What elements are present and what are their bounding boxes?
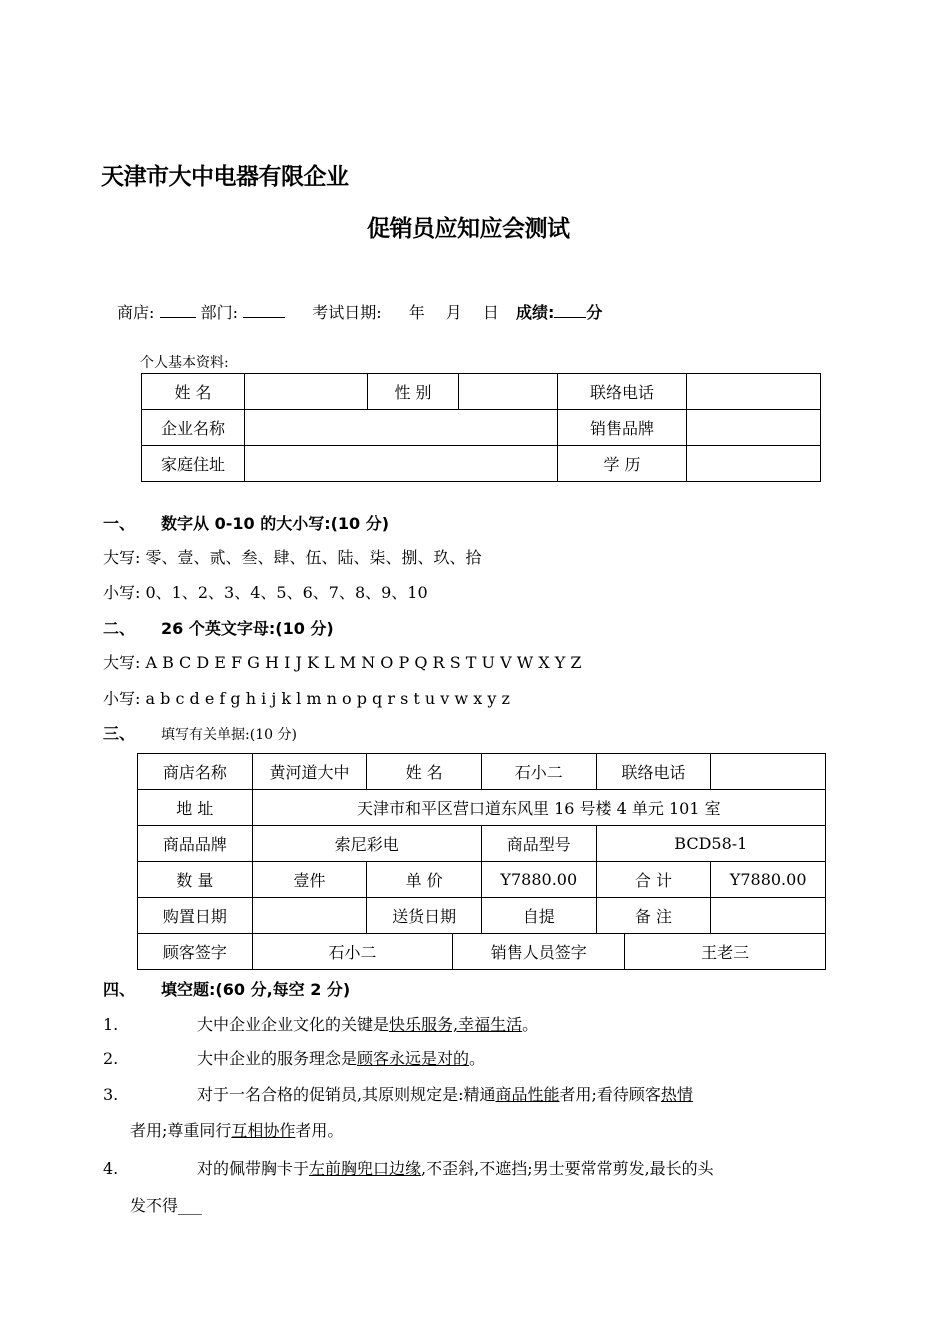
receipt-address-value: 天津市和平区营口道东风里 16 号楼 4 单元 101 室 bbox=[252, 790, 825, 826]
q4-number: 4. bbox=[103, 1159, 119, 1178]
receipt-brand-label: 商品品牌 bbox=[138, 826, 253, 862]
q2-number: 2. bbox=[103, 1049, 119, 1068]
question-3-line-2 bbox=[130, 1118, 343, 1141]
question-1 bbox=[103, 1012, 538, 1035]
input-address[interactable] bbox=[245, 446, 558, 482]
meta-line bbox=[117, 300, 602, 323]
dept-label: 部门: bbox=[200, 303, 238, 322]
section3-title: 填写有关单据:(10 分) bbox=[161, 727, 297, 743]
input-education[interactable] bbox=[687, 446, 821, 482]
section3-number: 三、 bbox=[103, 724, 136, 743]
q1-answer[interactable]: 快乐服务,幸福生活 bbox=[389, 1015, 523, 1034]
section2-number: 二、 bbox=[103, 619, 136, 638]
input-name[interactable] bbox=[245, 374, 368, 410]
q1-pre: 大中企业企业文化的关键是 bbox=[197, 1015, 390, 1034]
receipt-qty-value: 壹件 bbox=[252, 862, 367, 898]
section1-upper-label: 大写: bbox=[103, 548, 141, 567]
section2-heading bbox=[103, 616, 334, 639]
question-4 bbox=[103, 1156, 714, 1179]
receipt-model-label: 商品型号 bbox=[481, 826, 596, 862]
receipt-total-label: 合 计 bbox=[596, 862, 711, 898]
receipt-delivery-date-label: 送货日期 bbox=[367, 898, 482, 934]
receipt-purchase-date-value[interactable] bbox=[252, 898, 367, 934]
section1-heading bbox=[103, 511, 389, 534]
label-address: 家庭住址 bbox=[142, 446, 245, 482]
receipt-purchase-date-label: 购置日期 bbox=[138, 898, 253, 934]
company-title: 天津市大中电器有限企业 bbox=[101, 164, 349, 190]
receipt-name-label: 姓 名 bbox=[367, 754, 482, 790]
test-title: 促销员应知应会测试 bbox=[367, 216, 570, 242]
section2-upper bbox=[103, 650, 581, 673]
label-gender: 性 别 bbox=[368, 374, 459, 410]
receipt-sales-sign-value: 王老三 bbox=[625, 934, 826, 970]
personal-caption: 个人基本资料: bbox=[140, 355, 229, 371]
section2-lower-text: a b c d e f g h i j k l m n o p q r s t u v w x y z bbox=[145, 689, 510, 708]
section4-title: 填空题:(60 分,每空 2 分) bbox=[161, 980, 351, 999]
receipt-price-value: Y7880.00 bbox=[481, 862, 596, 898]
receipt-delivery-value: 自提 bbox=[481, 898, 596, 934]
section4-number: 四、 bbox=[103, 980, 136, 999]
receipt-table bbox=[137, 753, 826, 970]
q3-number: 3. bbox=[103, 1085, 119, 1104]
date-label: 考试日期: bbox=[312, 303, 382, 322]
section1-number: 一、 bbox=[103, 514, 136, 533]
section3-heading bbox=[103, 721, 297, 744]
section2-title: 26 个英文字母:(10 分) bbox=[161, 619, 334, 638]
receipt-address-label: 地 址 bbox=[138, 790, 253, 826]
q3-answer-1[interactable]: 商品性能 bbox=[495, 1085, 560, 1104]
receipt-remark-value[interactable] bbox=[711, 898, 826, 934]
question-2 bbox=[103, 1046, 485, 1069]
label-phone: 联络电话 bbox=[558, 374, 687, 410]
section2-upper-text: A B C D E F G H I J K L M N O P Q R S T U V W X Y Z bbox=[145, 653, 582, 672]
q3-pre: 对于一名合格的促销员,其原则规定是:精通 bbox=[197, 1085, 496, 1104]
question-3 bbox=[103, 1082, 693, 1105]
section1-upper bbox=[103, 545, 482, 568]
q2-pre: 大中企业的服务理念是 bbox=[197, 1049, 358, 1068]
q4-pre: 对的佩带胸卡于 bbox=[197, 1159, 310, 1178]
label-education: 学 历 bbox=[558, 446, 687, 482]
input-brand[interactable] bbox=[687, 410, 821, 446]
q1-post: 。 bbox=[522, 1015, 539, 1034]
score-blank[interactable] bbox=[554, 303, 586, 318]
q3-answer-2[interactable]: 热情 bbox=[660, 1085, 693, 1104]
q2-post: 。 bbox=[469, 1049, 486, 1068]
receipt-model-value: BCD58-1 bbox=[596, 826, 825, 862]
dept-blank[interactable] bbox=[243, 303, 285, 318]
input-company[interactable] bbox=[245, 410, 558, 446]
receipt-phone-label: 联络电话 bbox=[596, 754, 711, 790]
q3-line2-post: 者用。 bbox=[295, 1121, 344, 1140]
receipt-name-value: 石小二 bbox=[481, 754, 596, 790]
q3-mid: 者用;看待顾客 bbox=[559, 1085, 661, 1104]
label-company: 企业名称 bbox=[142, 410, 245, 446]
question-4-line-2: 发不得___ bbox=[130, 1196, 203, 1215]
receipt-customer-sign-label: 顾客签字 bbox=[138, 934, 253, 970]
receipt-qty-label: 数 量 bbox=[138, 862, 253, 898]
store-blank[interactable] bbox=[160, 303, 196, 318]
section1-lower-text: 0、1、2、3、4、5、6、7、8、9、10 bbox=[145, 583, 428, 602]
input-phone[interactable] bbox=[687, 374, 821, 410]
receipt-price-label: 单 价 bbox=[367, 862, 482, 898]
receipt-brand-value: 索尼彩电 bbox=[252, 826, 481, 862]
label-brand: 销售品牌 bbox=[558, 410, 687, 446]
q3-line2-pre: 者用;尊重同行 bbox=[130, 1121, 232, 1140]
receipt-phone-value[interactable] bbox=[711, 754, 826, 790]
section1-lower bbox=[103, 580, 428, 603]
q2-answer[interactable]: 顾客永远是对的 bbox=[357, 1049, 470, 1068]
year-label: 年 bbox=[408, 303, 425, 322]
store-label: 商店: bbox=[117, 303, 155, 322]
receipt-sales-sign-label: 销售人员签字 bbox=[453, 934, 625, 970]
section4-heading bbox=[103, 977, 350, 1000]
score-unit: 分 bbox=[586, 303, 603, 322]
label-name: 姓 名 bbox=[142, 374, 245, 410]
receipt-total-value: Y7880.00 bbox=[711, 862, 826, 898]
day-label: 日 bbox=[482, 303, 499, 322]
section1-upper-text: 零、壹、贰、叁、肆、伍、陆、柒、捌、玖、拾 bbox=[145, 548, 482, 567]
section2-lower-label: 小写: bbox=[103, 689, 141, 708]
section1-title: 数字从 0-10 的大小写:(10 分) bbox=[161, 514, 390, 533]
q4-answer[interactable]: 左前胸兜口边缘 bbox=[309, 1159, 422, 1178]
month-label: 月 bbox=[445, 303, 462, 322]
section2-lower bbox=[103, 686, 510, 709]
receipt-customer-sign-value: 石小二 bbox=[252, 934, 453, 970]
receipt-store-value: 黄河道大中 bbox=[252, 754, 367, 790]
receipt-remark-label: 备 注 bbox=[596, 898, 711, 934]
personal-info-table bbox=[141, 373, 821, 482]
q3-answer-3[interactable]: 互相协作 bbox=[231, 1121, 296, 1140]
section1-lower-label: 小写: bbox=[103, 583, 141, 602]
input-gender[interactable] bbox=[459, 374, 558, 410]
section2-upper-label: 大写: bbox=[103, 653, 141, 672]
score-label: 成绩: bbox=[516, 303, 555, 322]
receipt-store-label: 商店名称 bbox=[138, 754, 253, 790]
q1-number: 1. bbox=[103, 1015, 119, 1034]
q4-post: ,不歪斜,不遮挡;男士要常常剪发,最长的头 bbox=[421, 1159, 714, 1178]
